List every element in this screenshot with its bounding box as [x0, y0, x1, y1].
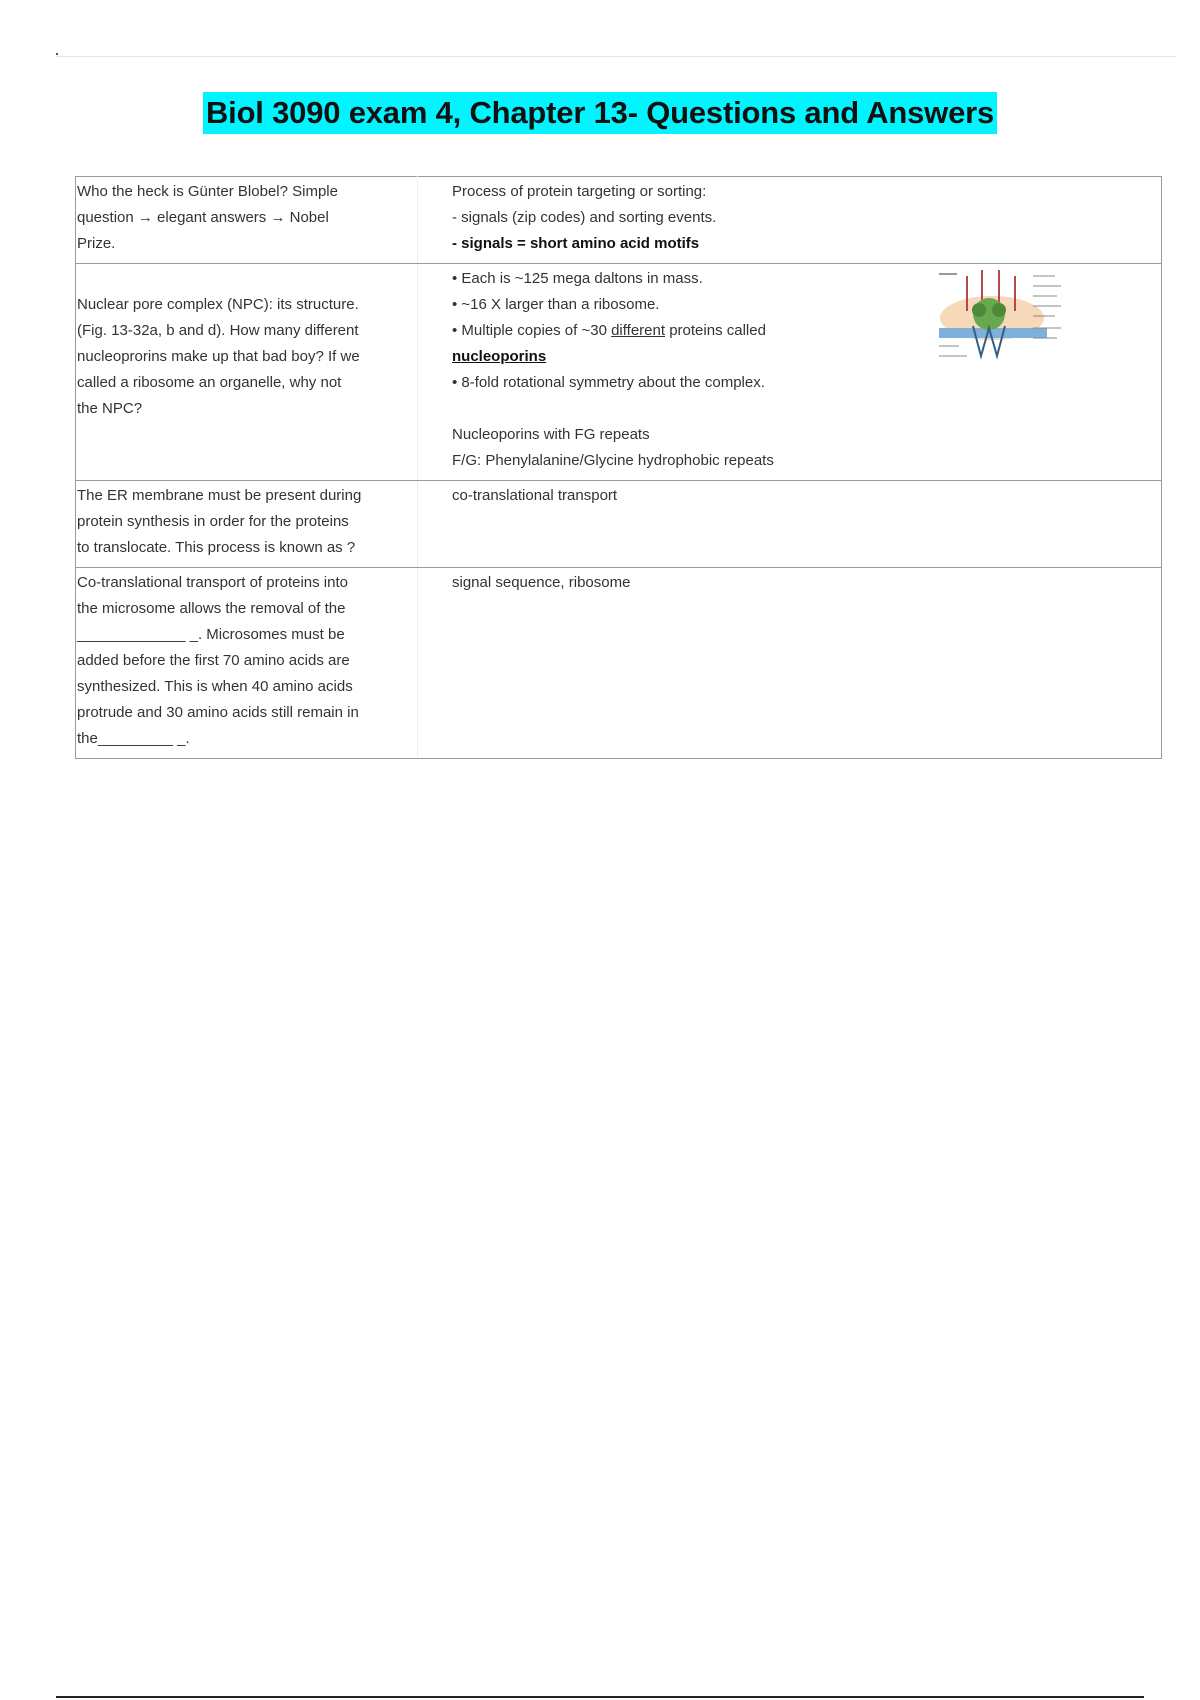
question-line: question → elegant answers → Nobel	[77, 209, 329, 226]
answer-cell	[418, 264, 1162, 481]
question-line: Co-translational transport of proteins into	[77, 574, 348, 591]
question-line: to translocate. This process is known as ?	[77, 539, 356, 556]
diagram-subunit	[972, 303, 986, 317]
answer-blank-line	[452, 396, 1153, 422]
question-cell	[76, 481, 418, 568]
qa-table	[75, 176, 1162, 759]
answer-line: signal sequence, ribosome	[452, 574, 631, 591]
question-line: the microsome allows the removal of the	[77, 600, 346, 617]
question-line: the NPC?	[77, 400, 143, 417]
question-line: synthesized. This is when 40 amino acids	[77, 678, 353, 695]
nuclear-pore-diagram	[937, 266, 1067, 366]
question-line: protein synthesis in order for the proteins	[77, 513, 349, 530]
answer-line: • Each is ~125 mega daltons in mass.	[452, 270, 703, 287]
question-line: (Fig. 13-32a, b and d). How many different	[77, 322, 359, 339]
question-line: protrude and 30 amino acids still remain in	[77, 704, 359, 721]
answer-line-bold: nucleoporins	[452, 348, 547, 365]
diagram-membrane	[939, 328, 1047, 338]
answer-cell	[418, 177, 1162, 264]
question-line: added before the first 70 amino acids are	[77, 652, 350, 669]
question-line: Nuclear pore complex (NPC): its structure.	[77, 296, 359, 313]
question-line: _____________ _. Microsomes must be	[77, 626, 345, 643]
question-cell	[76, 264, 418, 481]
diagram-subunit	[992, 303, 1006, 317]
answer-line: • ~16 X larger than a ribosome.	[452, 296, 660, 313]
answer-cell	[418, 568, 1162, 759]
table-row	[76, 568, 1162, 759]
question-line: called a ribosome an organelle, why not	[77, 374, 342, 391]
answer-cell	[418, 481, 1162, 568]
answer-line: co-translational transport	[452, 487, 618, 504]
question-line: the_________ _.	[77, 730, 190, 747]
question-line: Who the heck is Günter Blobel? Simple	[77, 183, 338, 200]
bottom-divider	[56, 1696, 1144, 1698]
answer-line: F/G: Phenylalanine/Glycine hydrophobic repeats	[452, 452, 774, 469]
title-container	[0, 92, 1200, 134]
answer-fragment: proteins called	[665, 322, 766, 339]
document-title: Biol 3090 exam 4, Chapter 13- Questions and Answers	[203, 92, 997, 134]
question-cell	[76, 568, 418, 759]
answer-line: - signals (zip codes) and sorting events.	[452, 209, 717, 226]
table-row	[76, 481, 1162, 568]
question-line: nucleoprorins make up that bad boy? If we	[77, 348, 360, 365]
answer-line: • 8-fold rotational symmetry about the complex.	[452, 374, 765, 391]
table-row	[76, 177, 1162, 264]
answer-fragment: • Multiple copies of ~30	[452, 322, 612, 339]
answer-underlined-word: different	[611, 322, 666, 339]
corner-mark	[56, 53, 58, 55]
answer-line: Process of protein targeting or sorting:	[452, 183, 707, 200]
question-line: Prize.	[77, 235, 116, 252]
question-line: The ER membrane must be present during	[77, 487, 362, 504]
answer-line-bold: - signals = short amino acid motifs	[452, 235, 700, 252]
top-divider	[56, 56, 1176, 57]
table-row	[76, 264, 1162, 481]
answer-line: Nucleoporins with FG repeats	[452, 426, 650, 443]
question-cell	[76, 177, 418, 264]
